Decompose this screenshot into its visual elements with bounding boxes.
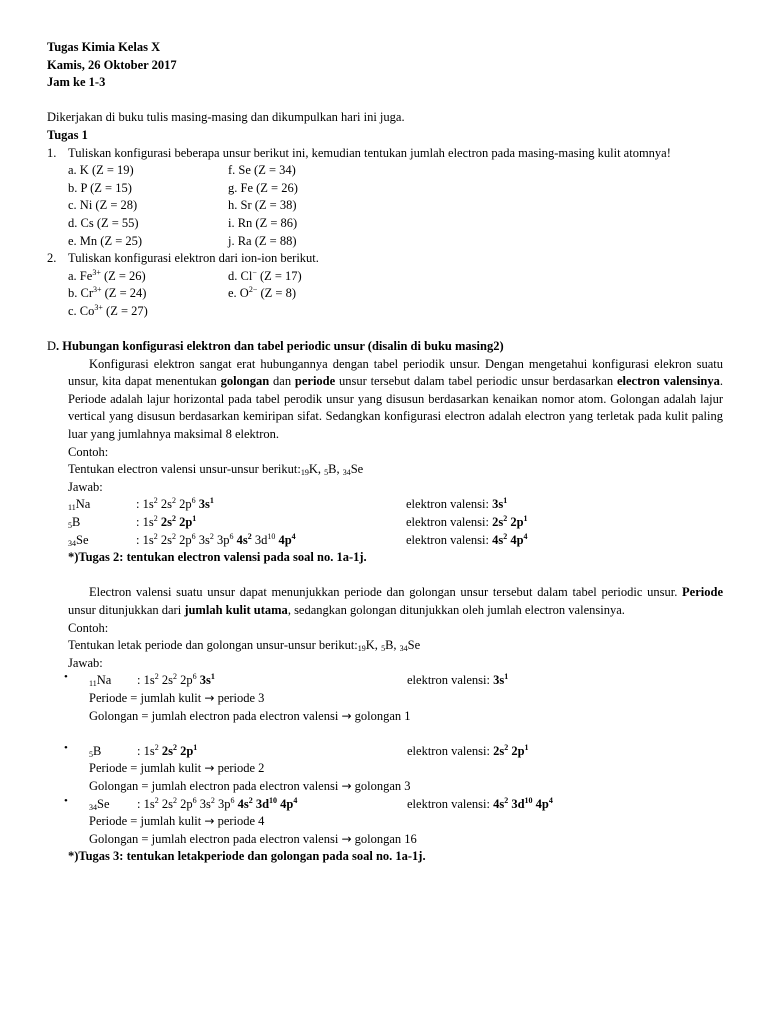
section-d-heading: D. Hubungan konfigurasi elektron dan tabel periodic unsur (disalin di buku masing2) — [47, 339, 504, 354]
question-2-options: a. $Fe^{3+}$ (Z = 26) d. Cl− (Z = 17) b. $Cr^{3+}$ (Z = 24) e. $O^{2-}$ (Z = 8) c. $Co^{3+}$ (Z = 27) — [68, 267, 302, 318]
answer-na: • $_{11}$Na : $1s^2$ $2s^2$ $2p^6$ $3s^1$ elektron valensi: $3s^1$ — [68, 672, 723, 690]
arrow-right-icon: → — [341, 778, 352, 793]
arrow-right-icon: → — [341, 708, 352, 723]
doc-title: Tugas Kimia Kelas X — [47, 40, 161, 54]
answer-b: • $_5$B : $1s^2$ $2s^2$ $2p^1$ elektron valensi: $2s^2$ $2p^1$ — [68, 743, 723, 761]
question-1: 1. Tuliskan konfigurasi beberapa unsur berikut ini, kemudian tentukan jumlah electron pada masing-masing kulit atomnya! — [47, 145, 723, 163]
question-1-options: a. K (Z = 19) f. Se (Z = 34) b. P (Z = 15) g. Fe (Z = 26) c. Ni (Z = 28) h. Sr (Z = 38) d. Cs (Z = 55) i. Rn (Z = 86) e. Mn (Z = 25) j. Ra (Z = 88) — [68, 163, 298, 248]
document — [47, 39, 723, 866]
arrow-right-icon: → — [204, 690, 215, 705]
question-2: 2. Tuliskan konfigurasi elektron dari ion-ion berikut. — [47, 251, 319, 266]
paragraph-2: Electron valensi suatu unsur dapat menunjukkan periode dan golongan unsur tersebut dalam tabel periodic unsur. Periode unsur ditunjukkan dari jumlah kulit utama, sedangkan golongan ditunjukkan oleh jumlah electron valensinya. — [68, 585, 723, 617]
arrow-right-icon: → — [204, 814, 215, 829]
doc-date: Kamis, 26 Oktober 2017 — [47, 57, 177, 72]
paragraph-1: Konfigurasi elektron sangat erat hubungannya dengan tabel periodik unsur. Dengan mengetahui konfigurasi elekron suatu unsur, kita dapat menentukan golongan dan periode unsur tersebut dalam tabel periodic unsur berdasarkan electron valensinya. Periode adalah lajur horizontal pada tabel perodik unsur yang disusun berdasarkan kenaikan nomor atom. Golongan adalah lajur vertical yang disusun berdasarkan kemiripan sifat. Sedangkan konfigurasi electron adalah electron yang terletak pada kulit paling luar yang jumlahnya maksimal 8 elektron. — [68, 356, 723, 442]
example-task-1: Tentukan electron valensi unsur-unsur $berikut:_{19}K$, $_5$B, $_{34}$Se — [68, 462, 364, 478]
tugas1-heading: Tugas 1 — [47, 127, 88, 142]
arrow-right-icon: → — [341, 831, 352, 846]
question-1-text: Tuliskan konfigurasi beberapa unsur berikut ini, kemudian tentukan jumlah electron pada masing-masing kulit atomnya! — [68, 145, 671, 160]
example-answers-1: $_{11}$Na : $1s^2$ $2s^2$ $2p^6$ $3s^1$ elektron valensi: $3s^1$ $_5$B : $1s^2$ $2s^2$ $2p^1$ elektron valensi: $2s^2$ $2p^1$ $_{34}$Se : $1s^2$ $2s^2$ $2p^6$ $3s^2$ $3p^6$ $4s^2$ $3d^{10}$ $4p^4$ elektron valensi: $4s^2$ $4p^4$ — [68, 496, 528, 548]
example-answers-2: • $_{11}$Na : $1s^2$ $2s^2$ $2p^6$ $3s^1$ elektron valensi: $3s^1$ Periode = jumlah kulit → periode 3 Golongan = jumlah electron pada electron valensi → golongan 1 • $_5$B : $1s^2$ $2s^2$ $2p^1$ elektron valensi: $2s^2$ $2p^1$ Periode = jumlah kulit → periode 2 Golongan = jumlah electron pada electron valensi → golongan 3 • $_{34}$Se : $1s^2$ $2s^2$ $2p^6$ $3s^2$ $3p^6$ $4s^2$ $3d^{10}$ $4p^4$ elektron valensi: $4s^2$ $3d^{10}$ $4p^4$ Periode = jumlah kulit → periode 4 Golongan = jumlah electron pada electron valensi → golongan 16 — [68, 672, 723, 848]
tugas-3: *)Tugas 3: tentukan letakperiode dan golongan pada soal no. 1a-1j. — [68, 849, 426, 864]
tugas-2: *)Tugas 2: tentukan electron valensi pada soal no. 1a-1j. — [68, 550, 367, 565]
answer-se: • $_{34}$Se : $1s^2$ $2s^2$ $2p^6$ $3s^2$ $3p^6$ $4s^2$ $3d^{10}$ $4p^4$ elektron valensi: $4s^2$ $3d^{10}$ $4p^4$ — [68, 796, 723, 814]
intro-text: Dikerjakan di buku tulis masing-masing dan dikumpulkan hari ini juga. — [47, 110, 405, 125]
example-task-2: Tentukan letak periode dan golongan unsur-unsur $berikut:_{19}K$, $_5$B, $_{34}$Se — [68, 638, 421, 654]
doc-hour: Jam ke 1-3 — [47, 75, 106, 90]
arrow-right-icon: → — [204, 761, 215, 776]
section-d-body: Konfigurasi elektron sangat erat hubungannya dengan tabel periodik unsur. Dengan mengetahui konfigurasi elekron suatu unsur, kita dapat menentukan golongan dan periode unsur tersebut dalam tabel periodic unsur berdasarkan electron valensinya. Periode adalah lajur horizontal pada tabel perodik unsur yang disusun berdasarkan kenaikan nomor atom. Golongan adalah lajur vertical yang disusun berdasarkan kemiripan sifat. Sedangkan konfigurasi electron adalah electron yang terletak pada kulit paling luar yang jumlahnya maksimal 8 elektron. Contoh: Tentukan electron valensi unsur-unsur $berikut:_{19}K$, $_5$B, $_{34}$Se Jawab: $_{11}$Na : $1s^2$ $2s^2$ $2p^6$ $3s^1$ elektron valensi: $3s^1$ $_5$B : $1s^2$ $2s^2$ $2p^1$ elektron valensi: $2s^2$ $2p^1$ $_{34}$Se : $1s^2$ $2s^2$ $2p^6$ $3s^2$ $3p^6$ $4s^2$ $3d^{10}$ $4p^4$ elektron valensi: $4s^2$ $4p^4$ *)Tugas 2: tentukan electron valensi pada soal no. 1a-1j. Electron valensi suatu unsur dapat menunjukkan periode dan golongan unsur tersebut dalam tabel periodic unsur. Periode unsur ditunjukkan dari jumlah kulit utama, sedangkan golongan ditunjukkan oleh jumlah electron valensinya. Contoh: Tentukan letak periode dan golongan unsur-unsur $berikut:_{19}K$, $_5$B, $_{34}$Se Jawab: • $_{11}$Na : $1s^2$ $2s^2$ $2p^6$ $3s^1$ elektron valensi: $3s^1$ Periode = jumlah kulit → periode 3 Golongan = jumlah electron pada electron valensi → golongan 1 • $_5$B : $1s^2$ $2s^2$ $2p^1$ elektron valensi: $2s^2$ $2p^1$ Periode = jumlah kulit → periode 2 Golongan = jumlah electron pada electron valensi → golongan 3 • $_{34}$Se : $1s^2$ $2s^2$ $2p^6$ $3s^2$ $3p^6$ $4s^2$ $3d^{10}$ $4p^4$ elektron valensi: $4s^2$ $3d^{10}$ $4p^4$ Periode = jumlah kulit → periode 4 Golongan = jumlah electron pada electron valensi → golongan 16 *)Tugas 3: tentukan letakperiode dan golongan pada soal no. 1a-1j. — [47, 356, 723, 866]
